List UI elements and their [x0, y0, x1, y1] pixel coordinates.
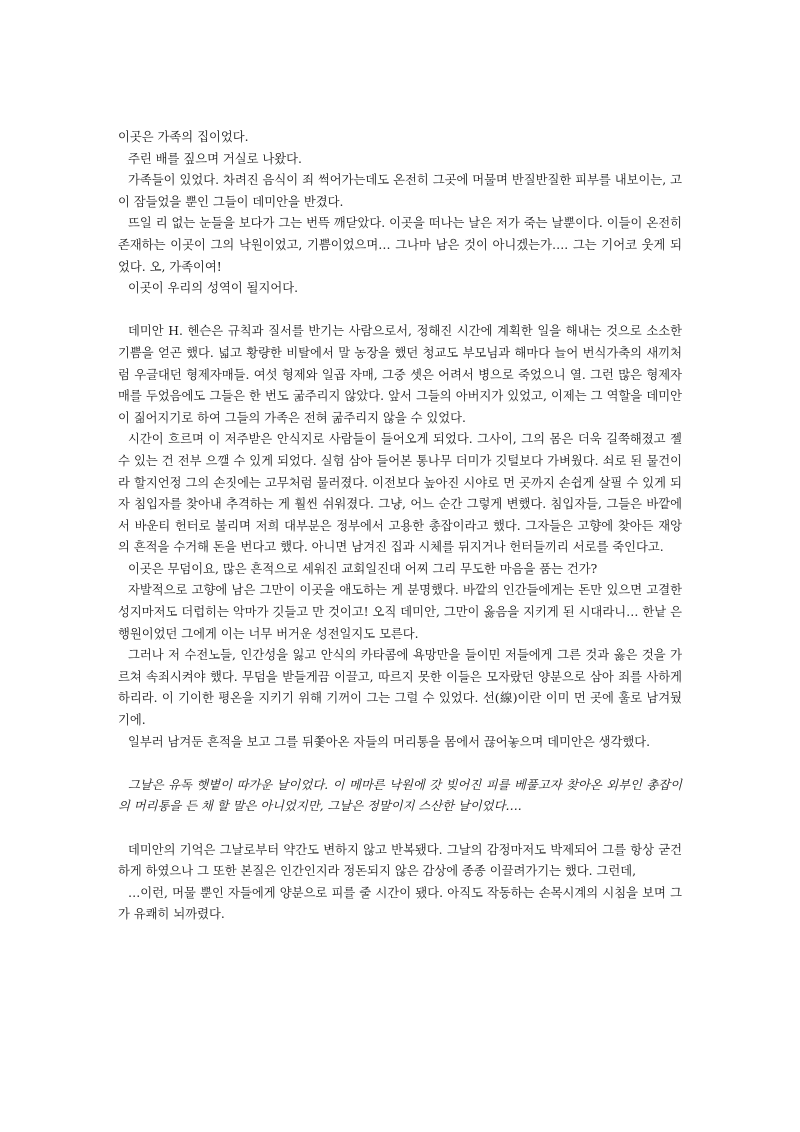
paragraph-gap [118, 300, 682, 322]
paragraph: 데미안의 기억은 그날로부터 약간도 변하지 않고 반복됐다. 그날의 감정마저도 박제되어 그를 항상 굳건하게 하였으나 그 또한 본질은 인간인지라 정돈되지 않은 감상에 종종 이끌려가기는 했다. 그런데, [118, 842, 682, 879]
paragraph-gap [118, 818, 682, 840]
paragraph: 이곳이 우리의 성역이 될지어다. [128, 281, 299, 296]
paragraph: 가족들이 있었다. 차려진 음식이 죄 썩어가는데도 온전히 그곳에 머물며 반질반질한 피부를 내보이는, 고이 잠들었을 뿐인 그들이 데미안을 반겼다. [118, 173, 682, 209]
paragraph-gap [118, 753, 682, 775]
paragraph: 뜨일 리 없는 눈들을 보다가 그는 번뜩 깨닫았다. 이곳을 떠나는 날은 저가 죽는 날뿐이다. 이들이 온전히 존재하는 이곳이 그의 낙원이었고, 기쁨이었으며… 그나마 남은 것이 아니겠는가…. 그는 기어코 웃게 되었다. 오, 가족이여! [118, 216, 682, 274]
paragraph: 주린 배를 짚으며 거실로 나왔다. [128, 151, 302, 166]
paragraph: 이곳은 가족의 집이었다. [118, 130, 249, 144]
paragraph: 일부러 남겨둔 흔적을 보고 그를 뒤쫓아온 자들의 머리통을 몸에서 끊어놓으며 데미안은 생각했다. [128, 734, 651, 749]
paragraph: 시간이 흐르며 이 저주받은 안식지로 사람들이 들어오게 되었다. 그사이, 그의 몸은 더욱 길쭉해졌고 젤 수 있는 건 전부 으깰 수 있게 되었다. 실험 삼아 들어본 통나무 더미가 깃털보다 가벼웠다. 쇠로 된 물건이라 할지언정 그의 손짓에는 고무처럼 물러졌다. 이전보다 높아진 시야로 먼 곳까지 손쉽게 살필 수 있게 되자 침입자를 찾아내 추격하는 게 훨씬 쉬워졌다. 그냥, 어느 순간 그렇게 변했다. 침입자들, 그들은 바깥에서 바운티 헌터로 불리며 저희 대부분은 정부에서 고용한 총잡이라고 했다. 그자들은 고향에 찾아든 재앙의 흔적을 수거해 돈을 번다고 했다. 아니면 남겨진 집과 시체를 뒤지거나 헌터들끼리 서로를 죽인다고. [118, 432, 682, 555]
paragraph: 이곳은 무덤이요, 많은 흔적으로 세워진 교회일진대 어찌 그리 무도한 마음을 품는 건가? [128, 561, 598, 576]
paragraph: 그러나 저 수전노들, 인간성을 잃고 안식의 카타콤에 욕망만을 들이민 저들에게 그른 것과 옳은 것을 가르쳐 속죄시켜야 했다. 무덤을 받들게끔 이끌고, 따르지 못한 이들은 모자랐던 양분으로 삼아 죄를 사하게 하리라. 이 기이한 평온을 지키기 위해 기꺼이 그는 그럴 수 있었다. 선(線)이란 이미 먼 곳에 훌로 남겨뒀기에. [118, 648, 682, 728]
paragraph: 자발적으로 고향에 남은 그만이 이곳을 애도하는 게 분명했다. 바깥의 인간들에게는 돈만 있으면 고결한 성지마저도 더럽히는 악마가 깃들고 만 것이고! 오직 데미안, 그만이 옳음을 지키게 된 시대라니… 한낱 은행원이었던 그에게 이는 너무 버거운 성전일지도 모른다. [118, 583, 682, 641]
italic-passage: 그날은 유독 햇볕이 따가운 날이었다. 이 메마른 낙원에 갓 빚어진 피를 베풀고자 찾아온 외부인 총잡이의 머리통을 든 채 할 말은 아니었지만, 그날은 정말이지 스산한 날이었다…. [118, 777, 682, 814]
paragraph: 데미안 H. 헨슨은 규칙과 질서를 반기는 사람으로서, 정해진 시간에 계획한 일을 해내는 것으로 소소한 기쁨을 얻곤 했다. 넓고 황량한 비탈에서 말 농장을 했던 청교도 부모님과 해마다 늘어 번식가축의 새끼처럼 우글대던 형제자매들. 여섯 형제와 일곱 자매, 그중 셋은 어려서 병으로 죽었으니 열. 그런 많은 형제자매를 두었음에도 그들은 한 번도 굶주리지 않았다. 앞서 그들의 아버지가 있었고, 이제는 그 역할을 데미안이 짊어지기로 하여 그들의 가족은 전혀 굶주리지 않을 수 있었다. [118, 324, 682, 425]
paragraph: …이런, 머물 뿐인 자들에게 양분으로 피를 줄 시간이 됐다. 아직도 작동하는 손목시계의 시침을 보며 그가 유쾌히 뇌까렸다. [118, 885, 682, 922]
document-body [118, 127, 682, 926]
